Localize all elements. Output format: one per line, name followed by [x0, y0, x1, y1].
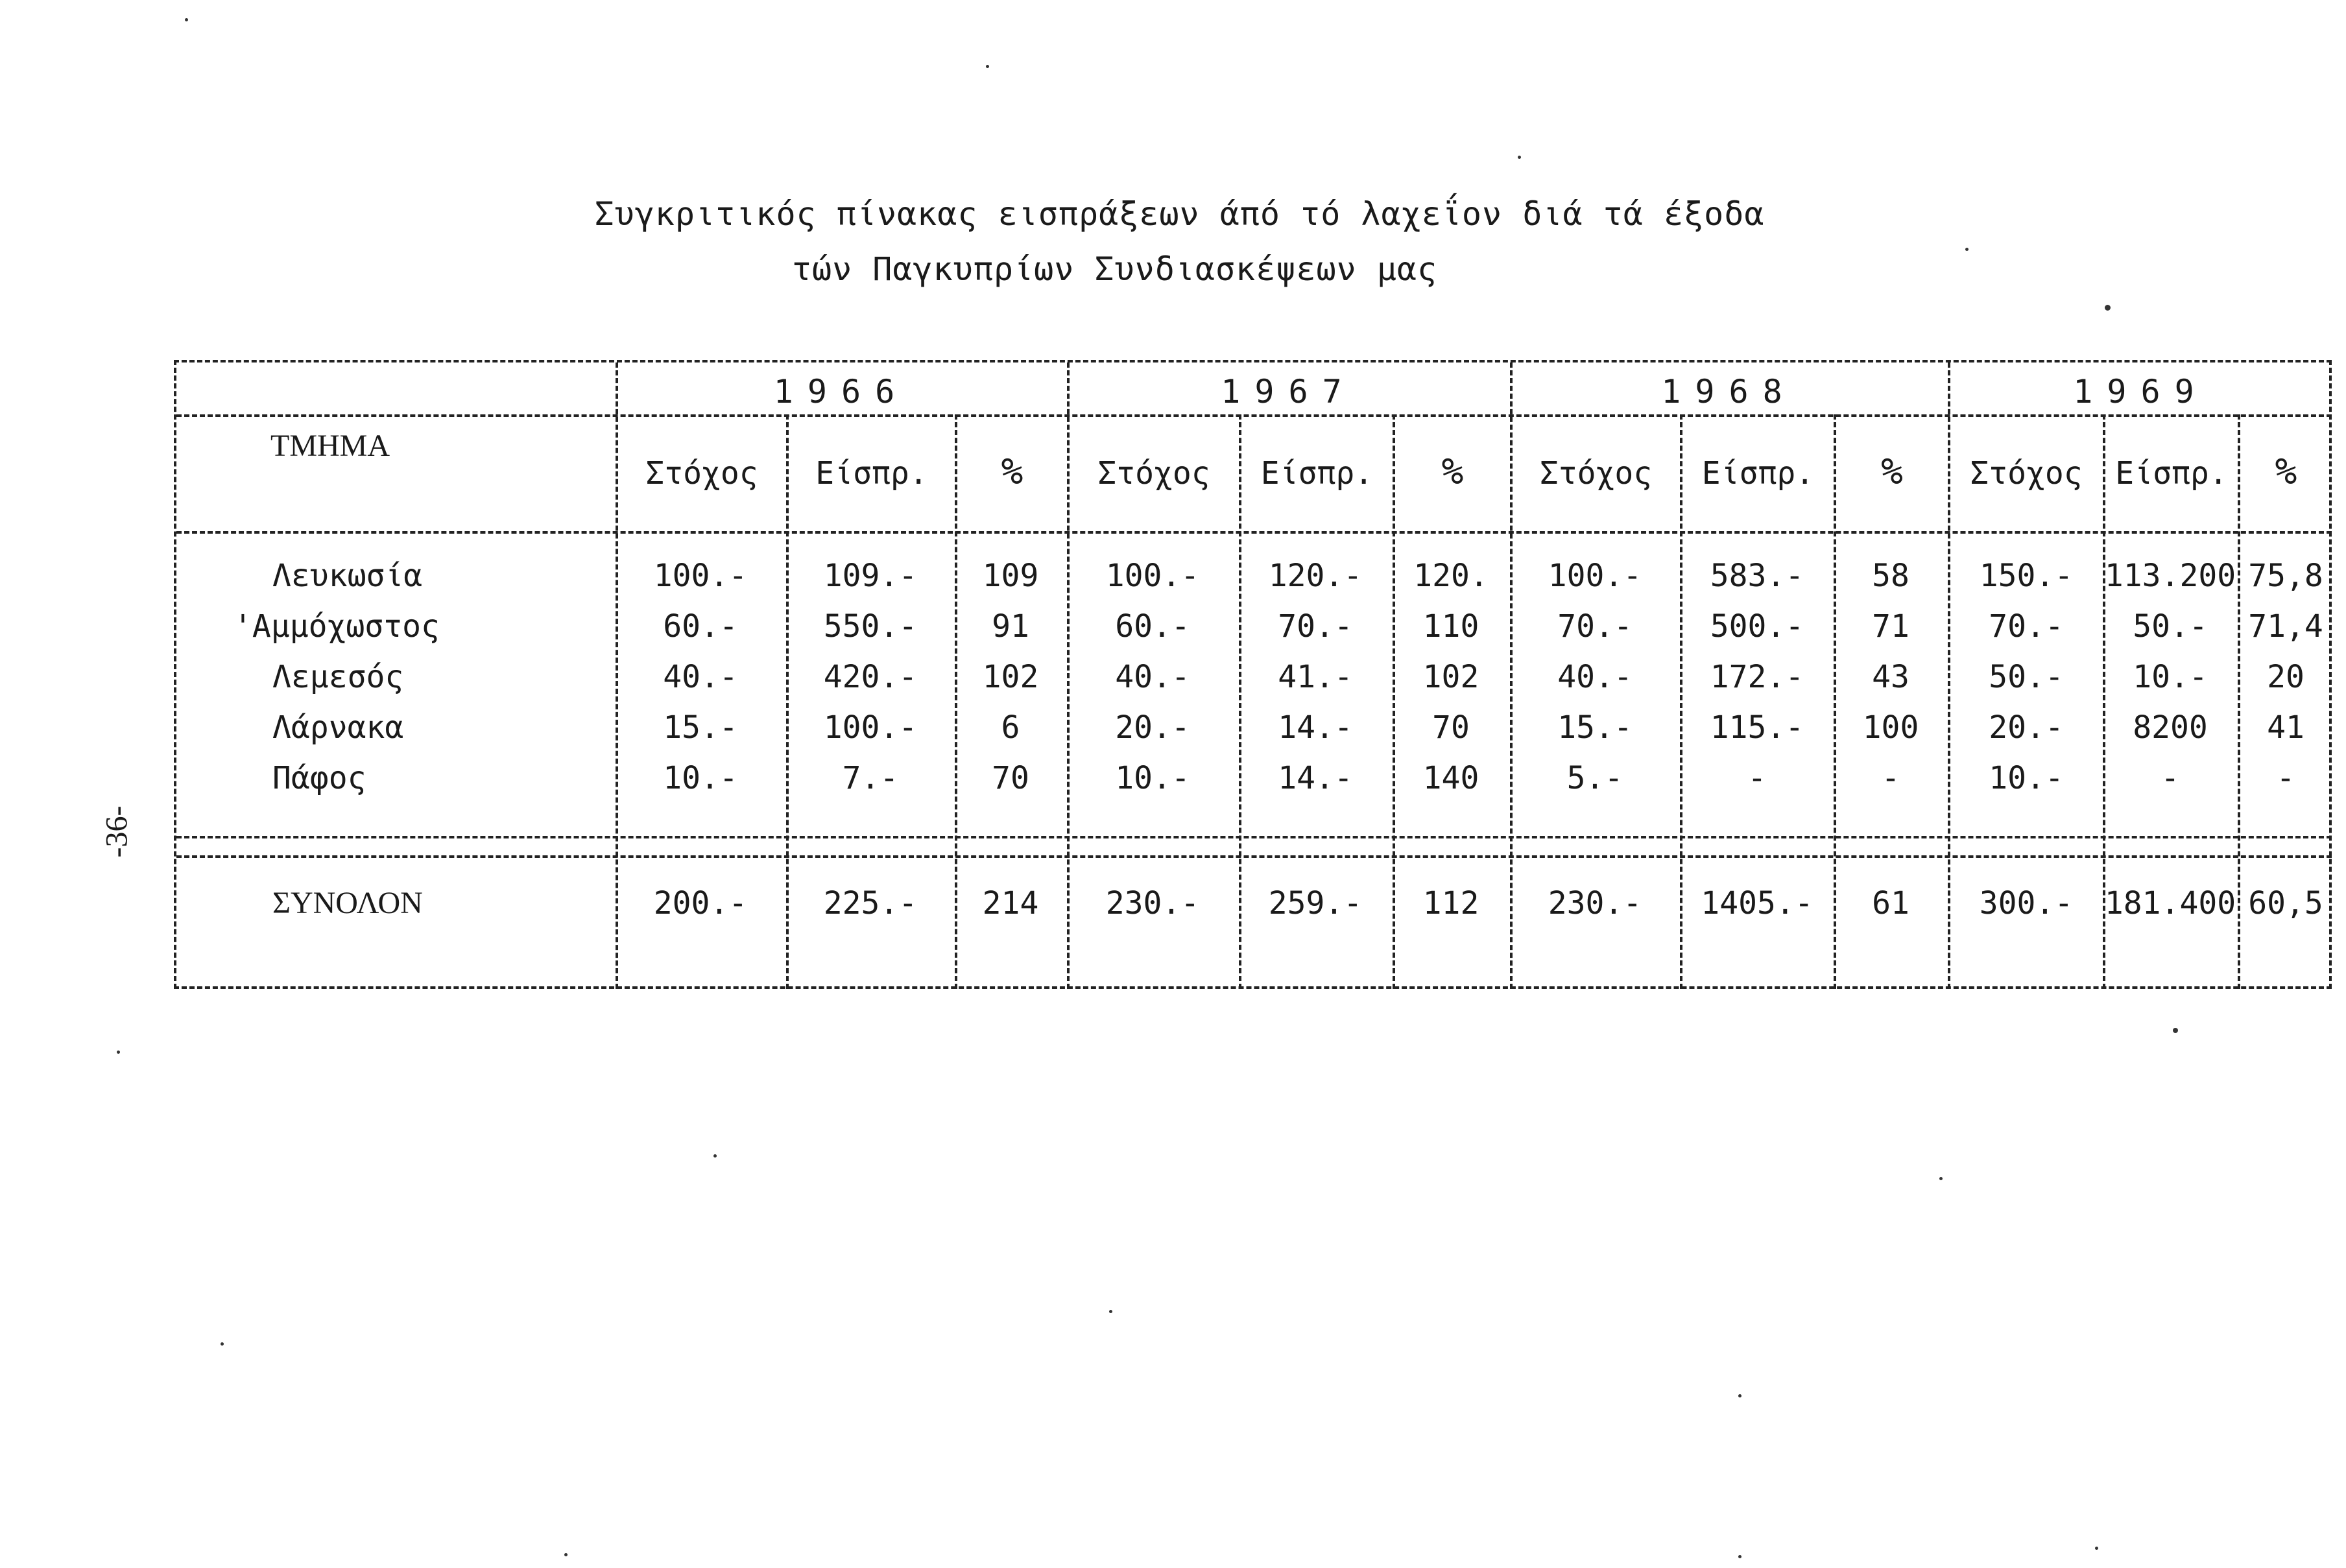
subheader-percent: %	[1881, 451, 1903, 493]
total-cell: 259.-	[1268, 885, 1363, 921]
subheader-percent: %	[1001, 451, 1023, 493]
year-header: 1968	[1661, 373, 1797, 410]
scan-speck	[2095, 1547, 2098, 1550]
scan-speck	[221, 1342, 224, 1346]
subheader-receipts: Είσπρ.	[2115, 455, 2228, 492]
table-cell: 70.-	[1278, 608, 1353, 645]
scan-speck	[1738, 1555, 1742, 1558]
total-cell: 181.400	[2104, 885, 2236, 921]
year-header: 1969	[2073, 373, 2208, 410]
table-cell: 500.-	[1710, 608, 1804, 645]
divider	[176, 531, 2332, 534]
department-name: Λεμεσός	[272, 659, 404, 695]
total-label: ΣΥΝΟΛΟΝ	[272, 886, 423, 920]
table-cell: 43	[1872, 659, 1909, 695]
page-number: -36-	[99, 805, 134, 858]
table-cell: 110	[1422, 608, 1479, 645]
table-cell: 100.-	[1105, 558, 1200, 594]
table-cell: 41.-	[1278, 659, 1353, 695]
table-cell: 100.-	[823, 709, 918, 746]
table-cell: 15.-	[663, 709, 738, 746]
table-cell: 100	[1862, 709, 1919, 746]
receipts-table	[174, 360, 2332, 989]
total-cell: 60,5	[2248, 885, 2323, 921]
total-cell: 300.-	[1979, 885, 2074, 921]
total-cell: 112	[1422, 885, 1479, 921]
table-cell: 70.-	[1989, 608, 2064, 645]
table-cell: -	[1747, 760, 1767, 796]
table-cell: 40.-	[1557, 659, 1633, 695]
total-cell: 230.-	[1548, 885, 1642, 921]
table-cell: 91	[992, 608, 1029, 645]
column-header-department: ΤΜΗΜΑ	[270, 429, 390, 463]
divider	[786, 414, 789, 989]
table-cell: 58	[1872, 558, 1909, 594]
document-title-line-2: τών Παγκυπρίων Συνδιασκέψεων μας	[791, 250, 1438, 288]
table-cell: 583.-	[1710, 558, 1804, 594]
subheader-target: Στόχος	[1097, 455, 1210, 492]
table-cell: 113.200	[2104, 558, 2236, 594]
divider	[1239, 414, 1241, 989]
year-header: 1966	[773, 373, 909, 410]
subheader-receipts: Είσπρ.	[1701, 455, 1815, 492]
table-cell: -	[2276, 760, 2295, 796]
table-cell: 14.-	[1278, 760, 1353, 796]
table-cell: 115.-	[1710, 709, 1804, 746]
table-cell: 120.-	[1268, 558, 1363, 594]
table-cell: 5.-	[1566, 760, 1623, 796]
table-cell: 140	[1422, 760, 1479, 796]
total-cell: 200.-	[653, 885, 748, 921]
scan-speck	[117, 1051, 120, 1054]
table-cell: 40.-	[663, 659, 738, 695]
scan-speck	[1965, 248, 1969, 251]
table-cell: 70	[992, 760, 1029, 796]
department-name: Λευκωσία	[272, 558, 423, 594]
scan-speck	[2105, 305, 2111, 311]
scan-speck	[986, 65, 989, 68]
subheader-target: Στόχος	[1539, 455, 1653, 492]
subheader-target: Στόχος	[645, 455, 758, 492]
total-cell: 214	[982, 885, 1039, 921]
total-cell: 61	[1872, 885, 1909, 921]
table-cell: 6	[1001, 709, 1020, 746]
table-cell: 100.-	[653, 558, 748, 594]
table-cell: 40.-	[1115, 659, 1190, 695]
table-cell: 102	[1422, 659, 1479, 695]
table-cell: 420.-	[823, 659, 918, 695]
table-cell: 60.-	[663, 608, 738, 645]
year-header: 1967	[1221, 373, 1356, 410]
table-cell: 60.-	[1115, 608, 1190, 645]
scan-speck	[713, 1154, 717, 1158]
divider	[176, 855, 2332, 858]
subheader-target: Στόχος	[1970, 455, 2083, 492]
total-cell: 230.-	[1105, 885, 1200, 921]
scan-speck	[1738, 1394, 1742, 1397]
divider	[1680, 414, 1682, 989]
total-cell: 225.-	[823, 885, 918, 921]
table-cell: 109	[982, 558, 1039, 594]
table-cell: 7.-	[842, 760, 899, 796]
table-cell: 550.-	[823, 608, 918, 645]
table-cell: 20.-	[1989, 709, 2064, 746]
scan-speck	[1109, 1310, 1112, 1313]
department-name: 'Αμμόχωστος	[233, 608, 440, 645]
scan-speck	[185, 18, 188, 21]
department-name: Λάρνακα	[272, 709, 404, 746]
table-cell: 10.-	[1115, 760, 1190, 796]
table-cell: 109.-	[823, 558, 918, 594]
subheader-percent: %	[1441, 451, 1464, 493]
table-cell: 120.	[1413, 558, 1489, 594]
table-cell: 14.-	[1278, 709, 1353, 746]
subheader-receipts: Είσπρ.	[1260, 455, 1374, 492]
table-cell: 10.-	[663, 760, 738, 796]
table-cell: 10.-	[2133, 659, 2208, 695]
table-cell: -	[2160, 760, 2180, 796]
table-cell: 50.-	[1989, 659, 2064, 695]
table-cell: 8200	[2133, 709, 2208, 746]
table-cell: 172.-	[1710, 659, 1804, 695]
scan-speck	[564, 1553, 568, 1556]
department-name: Πάφος	[272, 760, 366, 796]
table-cell: 50.-	[2133, 608, 2208, 645]
table-cell: 41	[2267, 709, 2304, 746]
table-cell: -	[1881, 760, 1900, 796]
table-cell: 75,8	[2248, 558, 2323, 594]
table-cell: 15.-	[1557, 709, 1633, 746]
divider	[176, 836, 2332, 838]
table-cell: 150.-	[1979, 558, 2074, 594]
subheader-receipts: Είσπρ.	[815, 455, 928, 492]
subheader-percent: %	[2275, 451, 2297, 493]
document-title-line-1: Συγκριτικός πίνακας εισπράξεων άπό τό λαχεΐον διά τά έξοδα	[594, 195, 1765, 233]
divider	[176, 414, 2332, 417]
table-cell: 20	[2267, 659, 2304, 695]
table-cell: 71,4	[2248, 608, 2323, 645]
table-cell: 71	[1872, 608, 1909, 645]
table-cell: 70	[1432, 709, 1470, 746]
table-cell: 70.-	[1557, 608, 1633, 645]
table-cell: 20.-	[1115, 709, 1190, 746]
scan-speck	[1518, 156, 1521, 159]
table-cell: 102	[982, 659, 1039, 695]
table-cell: 10.-	[1989, 760, 2064, 796]
scan-speck	[2173, 1028, 2178, 1033]
table-cell: 100.-	[1548, 558, 1642, 594]
total-cell: 1405.-	[1701, 885, 1813, 921]
scan-speck	[1939, 1177, 1943, 1180]
